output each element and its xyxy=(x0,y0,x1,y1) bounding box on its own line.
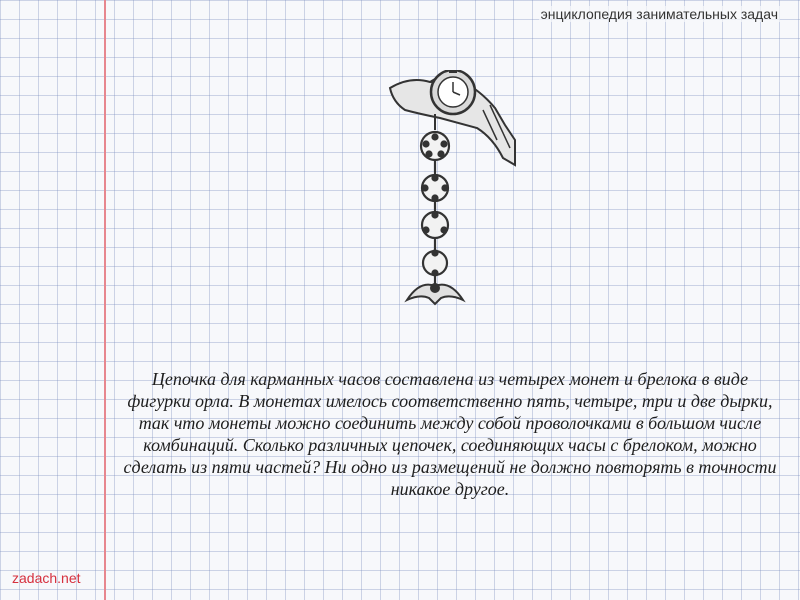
site-link[interactable]: zadach.net xyxy=(12,570,81,586)
watch-icon xyxy=(431,70,475,114)
problem-text: Цепочка для карманных часов составлена из четырех монет и брелока в виде фигурки орла. В монетах имелось соответственно пять, четыре, три и две дырки, так что монеты можно соединить между собой проволочками в большом числе комбинаций. Сколько различных цепочек, соединяющих часы с брелоком, можно сделать из пяти частей? Ни одно из размещений не должно повторять в точности никакое другое. xyxy=(123,369,777,499)
pocket-watch-chain-illustration xyxy=(385,70,520,310)
site-title: энциклопедия занимательных задач xyxy=(540,6,778,22)
eagle-charm-icon xyxy=(407,284,463,304)
notebook-margin-line xyxy=(104,0,106,600)
coin-chain xyxy=(421,114,449,284)
